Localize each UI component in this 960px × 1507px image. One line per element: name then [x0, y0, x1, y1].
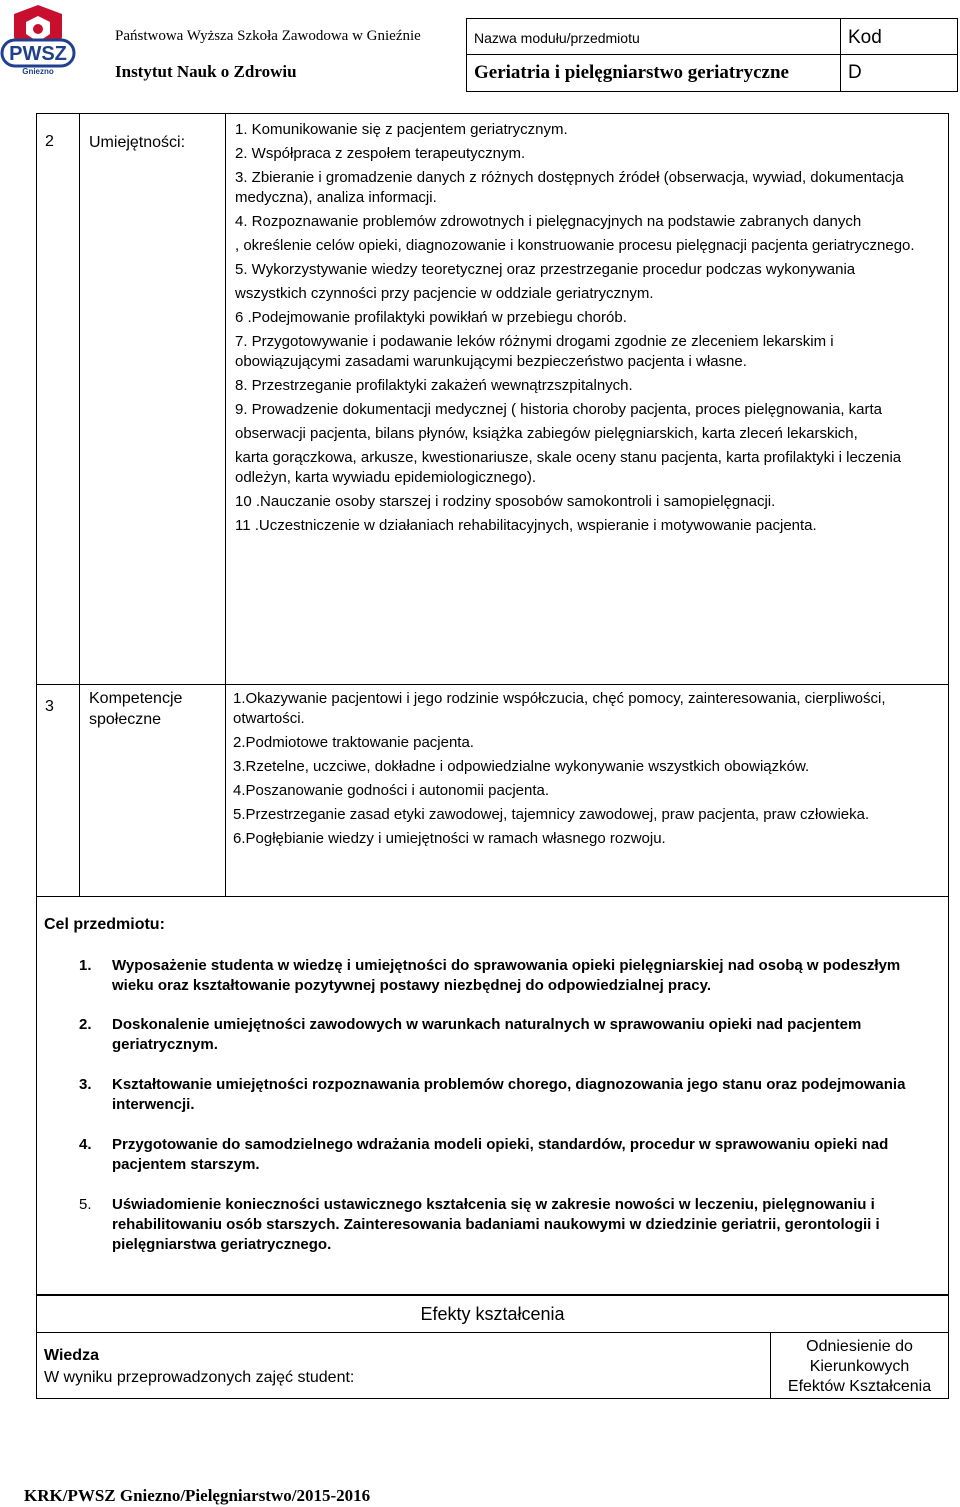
goal-number: 1.: [79, 957, 92, 974]
page-footer: KRK/PWSZ Gniezno/Pielęgniarstwo/2015-2016: [24, 1486, 371, 1505]
goal-text: Doskonalenie umiejętności zawodowych w warunkach naturalnych w sprawowaniu opieki nad pacjentem geriatrycznym.: [112, 1016, 862, 1053]
reference-header: [771, 1337, 948, 1397]
list-item: 3.Rzetelne, uczciwe, dokładne i odpowiedzialne wykonywanie wszystkich obowiązków.: [233, 758, 810, 775]
row-divider: [37, 684, 948, 685]
list-item: 2. Współpraca z zespołem terapeutycznym.: [235, 145, 526, 162]
list-item: karta gorączkowa, arkusze, kwestionariusze, skale oceny stanu pacjenta, karta profilaktyki i leczenia odleżyn, karta wywiadu epidemiologicznego).: [235, 449, 902, 486]
module-name-label-cell: [467, 19, 841, 55]
learning-outcomes-table: [36, 1295, 949, 1399]
row-title-competences: [89, 688, 182, 730]
goal-number: 5.: [79, 1196, 92, 1213]
skills-competences-table: [36, 113, 949, 897]
module-name: Geriatria i pielęgniarstwo geriatryczne: [474, 62, 789, 83]
list-item: wszystkich czynności przy pacjencie w oddziale geriatrycznym.: [235, 285, 654, 302]
list-item: 4. Rozpoznawanie problemów zdrowotnych i pielęgnacyjnych na podstawie zabranych danych: [235, 213, 862, 230]
module-code: D: [848, 62, 862, 83]
goal-text: Przygotowanie do samodzielnego wdrażania modeli opieki, standardów, procedur w sprawowaniu opieki nad pacjentem starszym.: [112, 1136, 889, 1173]
goal-number: 3.: [79, 1076, 92, 1093]
row-divider: [37, 1332, 948, 1333]
institution-name: Państwowa Wyższa Szkoła Zawodowa w Gnieźnie: [115, 28, 421, 44]
skills-list: [235, 120, 943, 540]
knowledge-heading: Wiedza: [44, 1347, 99, 1364]
goal-text: Wyposażenie studenta w wiedzę i umiejętności do sprawowania opieki pielęgniarskiej nad osobą w podeszłym wieku oraz kształtowanie pozytywnej postawy niezbędnej do odpowiedzialnej pracy.: [112, 957, 901, 994]
list-item: 5. Wykorzystywanie wiedzy teoretycznej oraz przestrzeganie procedur podczas wykonywania: [235, 261, 856, 278]
goal-item: [79, 1195, 939, 1255]
logo-text: PWSZ: [9, 43, 67, 65]
goal-item: [79, 1015, 939, 1055]
column-divider: [79, 114, 80, 896]
list-item: 6 .Podejmowanie profilaktyki powikłań w przebiegu chorób.: [235, 309, 627, 326]
row-title-line: Kompetencje: [89, 690, 183, 707]
list-item: 2.Podmiotowe traktowanie pacjenta.: [233, 734, 474, 751]
column-divider: [225, 114, 226, 896]
reference-line: Efektów Kształcenia: [787, 1378, 932, 1395]
knowledge-subheading: W wyniku przeprowadzonych zajęć student:: [44, 1369, 355, 1386]
institute-name: Instytut Nauk o Zdrowiu: [115, 62, 297, 81]
row-number: 3: [45, 698, 54, 715]
goal-item: [79, 956, 939, 996]
course-goals-section: [36, 897, 949, 1295]
goal-item: [79, 1075, 939, 1115]
list-item: 8. Przestrzeganie profilaktyki zakażeń wewnątrzszpitalnych.: [235, 377, 633, 394]
course-goals-title: Cel przedmiotu:: [44, 916, 165, 933]
list-item: 9. Prowadzenie dokumentacji medycznej ( historia choroby pacjenta, proces pielęgnowania, karta: [235, 401, 883, 418]
reference-line: Odniesienie do: [806, 1338, 913, 1355]
list-item: , określenie celów opieki, diagnozowanie i konstruowanie procesu pielęgnacji pacjenta geriatrycznego.: [235, 237, 915, 254]
page-header: [0, 0, 960, 95]
row-number: 2: [45, 133, 54, 150]
code-label: Kod: [848, 27, 882, 48]
goal-number: 4.: [79, 1136, 92, 1153]
module-name-label: Nazwa modułu/przedmiotu: [474, 30, 640, 46]
code-cell: [841, 55, 957, 91]
row-title-line: społeczne: [89, 711, 162, 728]
goal-item: [79, 1135, 939, 1175]
competences-list: [233, 689, 923, 853]
reference-line: Kierunkowych: [809, 1358, 910, 1375]
list-item: 1. Komunikowanie się z pacjentem geriatrycznym.: [235, 121, 568, 138]
list-item: 10 .Nauczanie osoby starszej i rodziny sposobów samokontroli i samopielęgnacji.: [235, 493, 776, 510]
code-label-cell: [841, 19, 957, 55]
list-item: 1.Okazywanie pacjentowi i jego rodzinie współczucia, chęć pomocy, zainteresowania, cierpliwości, otwartości.: [233, 690, 886, 727]
goal-text: Uświadomienie konieczności ustawicznego kształcenia się w zakresie nowości w leczeniu, pielęgnowaniu i rehabilitowaniu osób starszych. Zainteresowania badaniami naukowymi w dziedzinie geriatrii, gerontologii i pielęgniarstwa geriatrycznego.: [112, 1196, 880, 1253]
list-item: 6.Pogłębianie wiedzy i umiejętności w ramach własnego rozwoju.: [233, 830, 666, 847]
list-item: 4.Poszanowanie godności i autonomii pacjenta.: [233, 782, 550, 799]
pwsz-logo: [0, 2, 76, 78]
list-item: obserwacji pacjenta, bilans płynów, książka zabiegów pielęgniarskich, karta zleceń lekarskich,: [235, 425, 858, 442]
goal-number: 2.: [79, 1016, 92, 1033]
learning-outcomes-title: Efekty kształcenia: [420, 1304, 565, 1324]
row-title-skills: Umiejętności:: [89, 134, 186, 151]
list-item: 5.Przestrzeganie zasad etyki zawodowej, tajemnicy zawodowej, praw pacjenta, praw człowieka.: [233, 806, 870, 823]
list-item: 3. Zbieranie i gromadzenie danych z różnych dostępnych źródeł (obserwacja, wywiad, dokumentacja medyczna), analiza informacji.: [235, 169, 904, 206]
goal-text: Kształtowanie umiejętności rozpoznawania problemów chorego, diagnozowania jego stanu oraz podejmowania interwencji.: [112, 1076, 906, 1113]
logo-subtext: Gniezno: [22, 67, 54, 76]
module-name-cell: [467, 55, 841, 91]
module-header-table: [466, 18, 958, 92]
list-item: 11 .Uczestniczenie w działaniach rehabilitacyjnych, wspieranie i motywowanie pacjenta.: [235, 517, 817, 534]
list-item: 7. Przygotowywanie i podawanie leków różnymi drogami zgodnie ze zleceniem lekarskim i obowiązującymi zasadami warunkującymi bezpieczeństwo pacjenta i własne.: [235, 333, 834, 370]
